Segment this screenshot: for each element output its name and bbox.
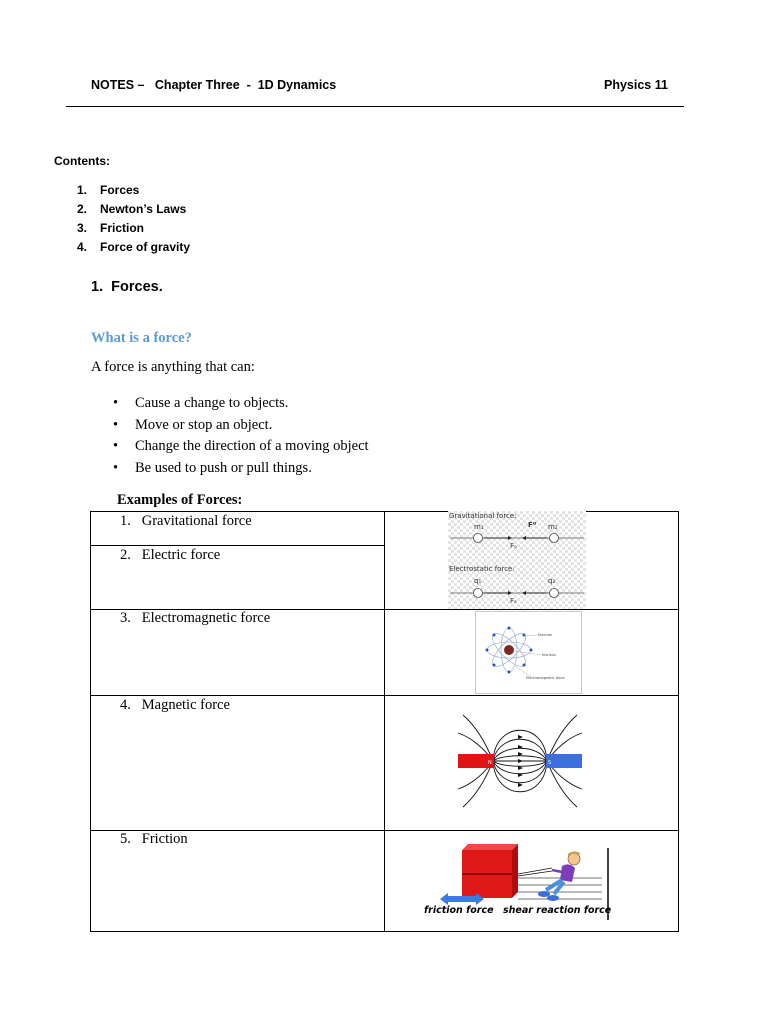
section-heading: 1. Forces. bbox=[91, 279, 163, 295]
examples-label: Examples of Forces: bbox=[117, 492, 243, 508]
contents-label: Contents: bbox=[54, 154, 110, 168]
electrostatic-title: Electrostatic force: bbox=[449, 565, 515, 573]
list-item: • Change the direction of a moving object bbox=[113, 438, 369, 454]
svg-text:Fₑ: Fₑ bbox=[510, 597, 517, 605]
svg-text:Electron: Electron bbox=[538, 633, 553, 637]
table-divider bbox=[384, 512, 385, 931]
svg-text:N: N bbox=[488, 760, 492, 766]
header-title: NOTES – Chapter Three - 1D Dynamics bbox=[91, 78, 337, 92]
table-row: 2. Electric force bbox=[120, 547, 221, 563]
intro-text: A force is anything that can: bbox=[91, 359, 255, 375]
svg-text:S: S bbox=[548, 760, 552, 766]
table-row: 3. Electromagnetic force bbox=[120, 610, 271, 626]
contents-item: 4. Force of gravity bbox=[77, 240, 191, 254]
gravity-electrostatic-figure bbox=[448, 511, 586, 609]
svg-text:Fᴳ: Fᴳ bbox=[528, 521, 537, 529]
gravity-title: Gravitational force: bbox=[449, 512, 517, 520]
list-item: • Be used to push or pull things. bbox=[113, 459, 312, 476]
header-divider bbox=[66, 106, 684, 107]
nucleus-icon bbox=[504, 645, 514, 655]
contents-list bbox=[77, 183, 190, 259]
friction-force-label: friction force bbox=[424, 905, 494, 916]
svg-text:Fₒ: Fₒ bbox=[510, 542, 517, 550]
forces-table bbox=[90, 511, 679, 932]
bullet-icon: • bbox=[113, 395, 119, 411]
table-divider bbox=[91, 695, 678, 696]
question-heading: What is a force? bbox=[91, 330, 192, 346]
bullet-icon: • bbox=[113, 459, 119, 476]
person-icon bbox=[568, 853, 580, 865]
list-item: • Cause a change to objects. bbox=[113, 395, 289, 411]
atom-figure bbox=[475, 611, 582, 694]
bullet-icon: • bbox=[113, 438, 119, 454]
svg-text:q₂: q₂ bbox=[548, 577, 556, 585]
svg-text:q₁: q₁ bbox=[474, 577, 482, 585]
svg-text:m₁: m₁ bbox=[474, 523, 484, 531]
table-row: 4. Magnetic force bbox=[120, 697, 230, 713]
magnet-figure bbox=[457, 714, 583, 808]
bullet-icon: • bbox=[113, 416, 119, 433]
table-row: 1. Gravitational force bbox=[120, 513, 252, 529]
list-item: • Move or stop an object. bbox=[113, 416, 273, 433]
friction-figure bbox=[422, 844, 616, 924]
contents-item: 1. Forces bbox=[77, 183, 140, 197]
svg-text:Electromagnetic force: Electromagnetic force bbox=[526, 676, 565, 680]
header-course: Physics 11 bbox=[604, 78, 668, 92]
contents-item: 3. Friction bbox=[77, 221, 144, 235]
bullet-list bbox=[113, 394, 369, 480]
table-divider bbox=[91, 545, 384, 546]
table-row: 5. Friction bbox=[120, 831, 188, 847]
svg-text:Nucleus: Nucleus bbox=[542, 653, 556, 657]
svg-text:m₂: m₂ bbox=[548, 523, 558, 531]
south-pole bbox=[546, 754, 582, 768]
contents-item: 2. Newton’s Laws bbox=[77, 202, 187, 216]
shear-force-label: shear reaction force bbox=[503, 905, 612, 916]
